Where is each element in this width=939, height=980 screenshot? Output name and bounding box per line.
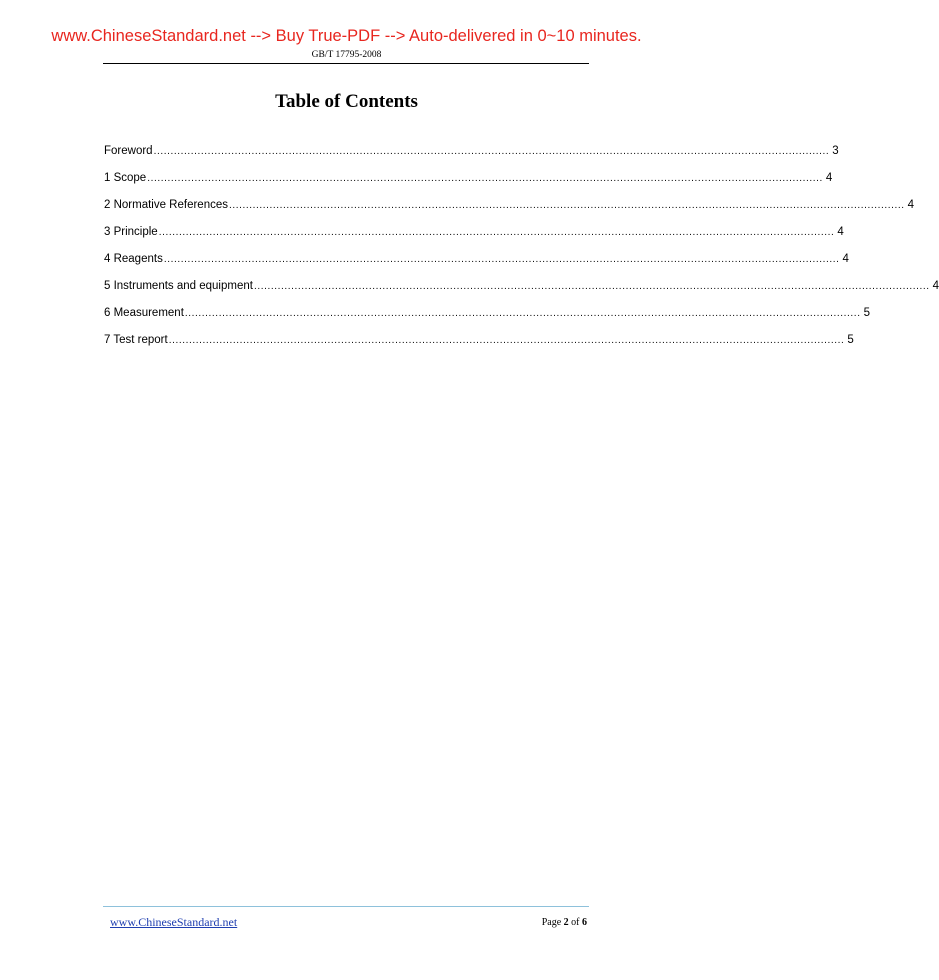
toc-entry-measurement[interactable] xyxy=(104,306,870,333)
toc-entry-page: 4 xyxy=(837,226,844,238)
toc-entry-reagents[interactable] xyxy=(104,252,849,279)
toc-dot-leader: ........................................................................................................................................................................................................ xyxy=(147,173,823,184)
toc-dot-leader: ........................................................................................................................................................................................................ xyxy=(168,335,845,346)
footer-website-link[interactable]: www.ChineseStandard.net xyxy=(110,915,238,929)
toc-dot-leader: ........................................................................................................................................................................................................ xyxy=(158,227,835,238)
toc-entry-label: 5 Instruments and equipment xyxy=(104,280,253,292)
toc-entry-page: 5 xyxy=(847,334,854,346)
header-divider xyxy=(103,63,589,64)
toc-entry-label: 2 Normative References xyxy=(104,199,228,211)
page-total: 6 xyxy=(582,917,587,928)
page-current: 2 xyxy=(563,917,569,928)
toc-entry-label: 7 Test report xyxy=(104,334,168,346)
page-of: of xyxy=(571,917,580,928)
toc-entry-page: 4 xyxy=(825,172,833,184)
toc-entry-normative-references[interactable] xyxy=(104,198,915,225)
toc-entry-label: 1 Scope xyxy=(104,172,147,184)
table-of-contents xyxy=(104,144,939,360)
toc-entry-page: 4 xyxy=(842,253,849,265)
page-number xyxy=(542,917,587,928)
toc-dot-leader: ........................................................................................................................................................................................................ xyxy=(184,308,861,319)
toc-entry-test-report[interactable] xyxy=(104,333,854,360)
toc-entry-principle[interactable] xyxy=(104,225,844,252)
toc-entry-instruments-and-equipment[interactable] xyxy=(104,279,939,306)
toc-entry-label: 3 Principle xyxy=(104,226,158,238)
toc-entry-scope[interactable] xyxy=(104,171,833,198)
toc-entry-label: 4 Reagents xyxy=(104,253,163,265)
toc-dot-leader: ........................................................................................................................................................................................................ xyxy=(229,200,905,211)
toc-entry-page: 4 xyxy=(932,280,939,292)
page-prefix: Page xyxy=(541,917,562,928)
toc-dot-leader: ........................................................................................................................................................................................................ xyxy=(163,254,840,265)
toc-entry-label: 6 Measurement xyxy=(104,307,184,319)
toc-entry-page: 3 xyxy=(832,145,839,157)
banner-text[interactable]: www.ChineseStandard.net --> Buy True-PDF --> Auto-delivered in 0~10 minutes. xyxy=(51,27,642,45)
document-code: GB/T 17795-2008 xyxy=(311,50,382,60)
toc-entry-page: 4 xyxy=(907,199,915,211)
toc-entry-page: 5 xyxy=(863,307,870,319)
toc-dot-leader: ........................................................................................................................................................................................................ xyxy=(253,281,930,292)
toc-entry-foreword[interactable] xyxy=(104,144,839,171)
toc-entry-label: Foreword xyxy=(104,145,153,157)
footer-divider xyxy=(103,906,589,907)
toc-dot-leader: ........................................................................................................................................................................................................ xyxy=(153,146,830,157)
page-title: Table of Contents xyxy=(275,91,418,112)
